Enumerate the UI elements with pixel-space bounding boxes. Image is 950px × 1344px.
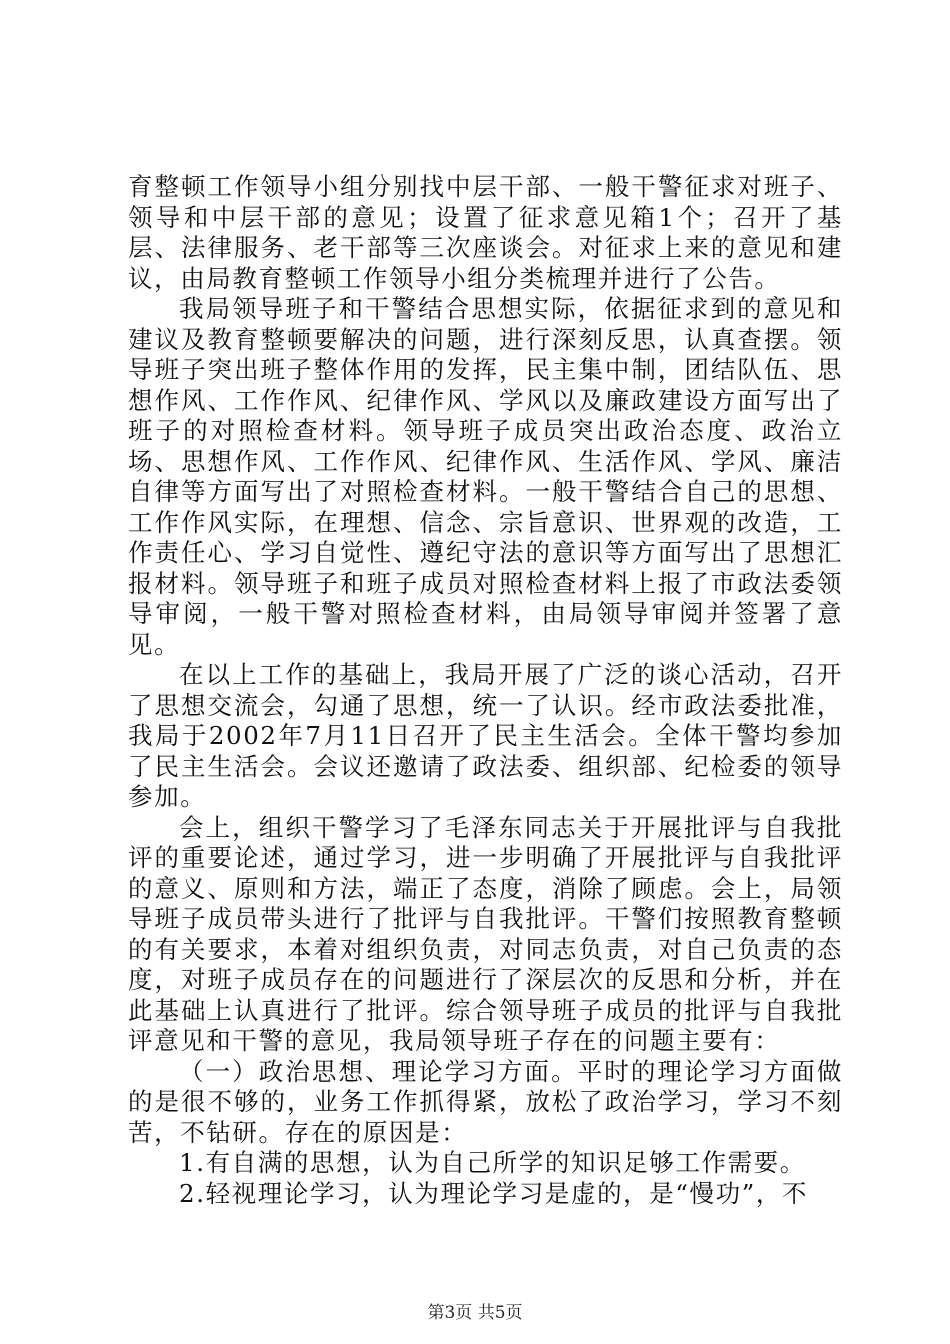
list-item-2: 2.轻视理论学习，认为理论学习是虚的，是“慢功”，不: [179, 1178, 809, 1208]
paragraph-section-one: （一）政治思想、理论学习方面。平时的理论学习方面做的是很不够的，业务工作抓得紧，放松了政治学习，学习不刻苦，不钻研。存在的原因是：: [128, 1056, 843, 1147]
list-item-1: 1.有自满的思想，认为自己所学的知识足够工作需要。: [179, 1148, 806, 1177]
paragraph-self-examination: 我局领导班子和干警结合思想实际，依据征求到的意见和建议及教育整顿要解决的问题，进行深刻反思，认真查摆。领导班子突出班子整体作用的发挥，民主集中制，团结队伍、思想作风、工作作风、纪律作风、学风以及廉政建设方面写出了班子的对照检查材料。领导班子成员突出政治态度、政治立场、思想作风、工作作风、纪律作风、生活作风、学风、廉洁自律等方面写出了对照检查材料。一般干警结合自己的思想、工作作风实际，在理想、信念、宗旨意识、世界观的改造，工作责任心、学习自觉性、遵纪守法的意识等方面写出了思想汇报材料。领导班子和班子成员对照检查材料上报了市政法委领导审阅，一般干警对照检查材料，由局领导审阅并签署了意见。: [128, 294, 843, 659]
paragraph-democratic-meeting: 在以上工作的基础上，我局开展了广泛的谈心活动，召开了思想交流会，勾通了思想，统一了认识。经市政法委批准，我局于2002年7月11日召开了民主生活会。全体干警均参加了民主生活会。会议还邀请了政法委、组织部、纪检委的领导参加。: [128, 660, 843, 811]
page-number-label: 第3页 共5页: [427, 1303, 523, 1323]
page-footer: [0, 1302, 950, 1324]
document-body: [128, 172, 843, 1209]
paragraph-criticism: 会上，组织干警学习了毛泽东同志关于开展批评与自我批评的重要论述，通过学习，进一步明确了开展批评与自我批评的意义、原则和方法，端正了态度，消除了顾虑。会上，局领导班子成员带头进行了批评与自我批评。干警们按照教育整顿的有关要求，本着对组织负责，对同志负责，对自己负责的态度，对班子成员存在的问题进行了深层次的反思和分析，并在此基础上认真进行了批评。综合领导班子成员的批评与自我批评意见和干警的意见，我局领导班子存在的问题主要有：: [128, 812, 843, 1055]
paragraph-continuation: 育整顿工作领导小组分别找中层干部、一般干警征求对班子、领导和中层干部的意见；设置了征求意见箱1个；召开了基层、法律服务、老干部等三次座谈会。对征求上来的意见和建议，由局教育整顿工作领导小组分类梳理并进行了公告。: [128, 172, 843, 293]
